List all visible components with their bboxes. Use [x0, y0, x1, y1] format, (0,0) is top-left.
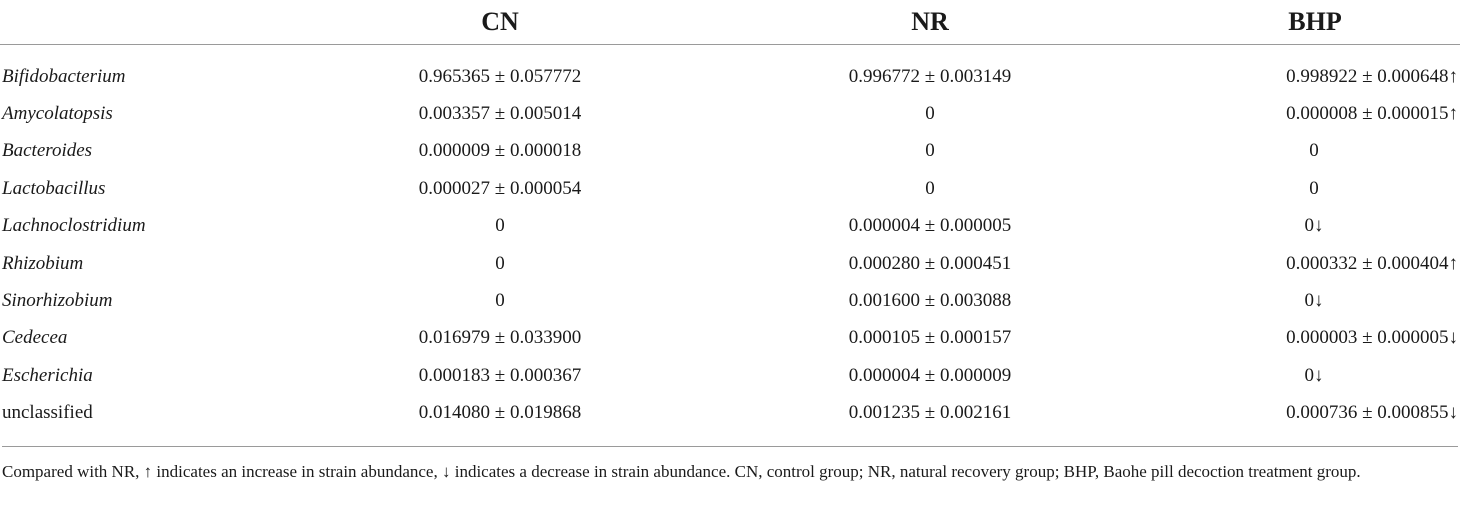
cn-cell: 0.016979 ± 0.033900: [418, 327, 582, 349]
bhp-cell: 0: [1309, 140, 1319, 162]
table-header: [0, 0, 1460, 45]
table-body: [0, 45, 1460, 440]
bhp-cell: 0↓: [1304, 215, 1324, 237]
header-nr: NR: [690, 0, 1170, 45]
genus-cell: Escherichia: [2, 364, 93, 386]
header-bhp: BHP: [1170, 0, 1460, 45]
table-row: [0, 320, 1460, 357]
cn-cell: 0: [495, 215, 505, 237]
bhp-cell: 0.000003 ± 0.000005↓: [1286, 327, 1458, 349]
cn-cell: 0.014080 ± 0.019868: [418, 402, 582, 424]
nr-cell: 0.001235 ± 0.002161: [848, 402, 1012, 424]
bhp-cell: 0.000736 ± 0.000855↓: [1286, 402, 1458, 424]
bhp-cell: 0.998922 ± 0.000648↑: [1286, 65, 1458, 87]
cn-cell: 0.000009 ± 0.000018: [418, 140, 582, 162]
genus-cell: Sinorhizobium: [2, 290, 113, 312]
bhp-cell: 0.000008 ± 0.000015↑: [1286, 103, 1458, 125]
table-row: [0, 245, 1460, 282]
table-row: [0, 282, 1460, 319]
cn-cell: 0.965365 ± 0.057772: [418, 65, 582, 87]
bhp-cell: 0: [1309, 177, 1319, 199]
genus-cell: Rhizobium: [2, 252, 84, 274]
cn-cell: 0: [495, 290, 505, 312]
genus-cell: unclassified: [2, 402, 93, 424]
table-footnote: Compared with NR, ↑ indicates an increase in strain abundance, ↓ indicates a decrease in strain abundance. CN, control group; NR, natural recovery group; BHP, Baohe pill decoction treatment group.: [2, 446, 1458, 485]
nr-cell: 0.000004 ± 0.000005: [848, 215, 1012, 237]
cn-cell: 0.000183 ± 0.000367: [418, 364, 582, 386]
table-row: [0, 45, 1460, 96]
nr-cell: 0: [925, 140, 935, 162]
table-row: [0, 170, 1460, 207]
table-row: [0, 357, 1460, 394]
cn-cell: 0: [495, 252, 505, 274]
nr-cell: 0.001600 ± 0.003088: [848, 290, 1012, 312]
nr-cell: 0.996772 ± 0.003149: [848, 65, 1012, 87]
cn-cell: 0.003357 ± 0.005014: [418, 103, 582, 125]
nr-cell: 0: [925, 103, 935, 125]
header-genus: [0, 0, 310, 45]
bhp-cell: 0.000332 ± 0.000404↑: [1286, 252, 1458, 274]
header-row: [0, 0, 1460, 45]
table-row: [0, 395, 1460, 440]
bhp-cell: 0↓: [1304, 364, 1324, 386]
nr-cell: 0.000280 ± 0.000451: [848, 252, 1012, 274]
table-row: [0, 133, 1460, 170]
cn-cell: 0.000027 ± 0.000054: [418, 177, 582, 199]
genus-cell: Amycolatopsis: [2, 103, 113, 125]
genus-cell: Lactobacillus: [2, 177, 106, 199]
nr-cell: 0.000004 ± 0.000009: [848, 364, 1012, 386]
genus-cell: Cedecea: [2, 327, 68, 349]
genus-cell: Bifidobacterium: [2, 65, 126, 87]
genus-cell: Bacteroides: [2, 140, 93, 162]
header-cn: CN: [310, 0, 690, 45]
genus-cell: Lachnoclostridium: [2, 215, 146, 237]
table-row: [0, 95, 1460, 132]
nr-cell: 0: [925, 177, 935, 199]
bhp-cell: 0↓: [1304, 290, 1324, 312]
table-row: [0, 208, 1460, 245]
nr-cell: 0.000105 ± 0.000157: [848, 327, 1012, 349]
